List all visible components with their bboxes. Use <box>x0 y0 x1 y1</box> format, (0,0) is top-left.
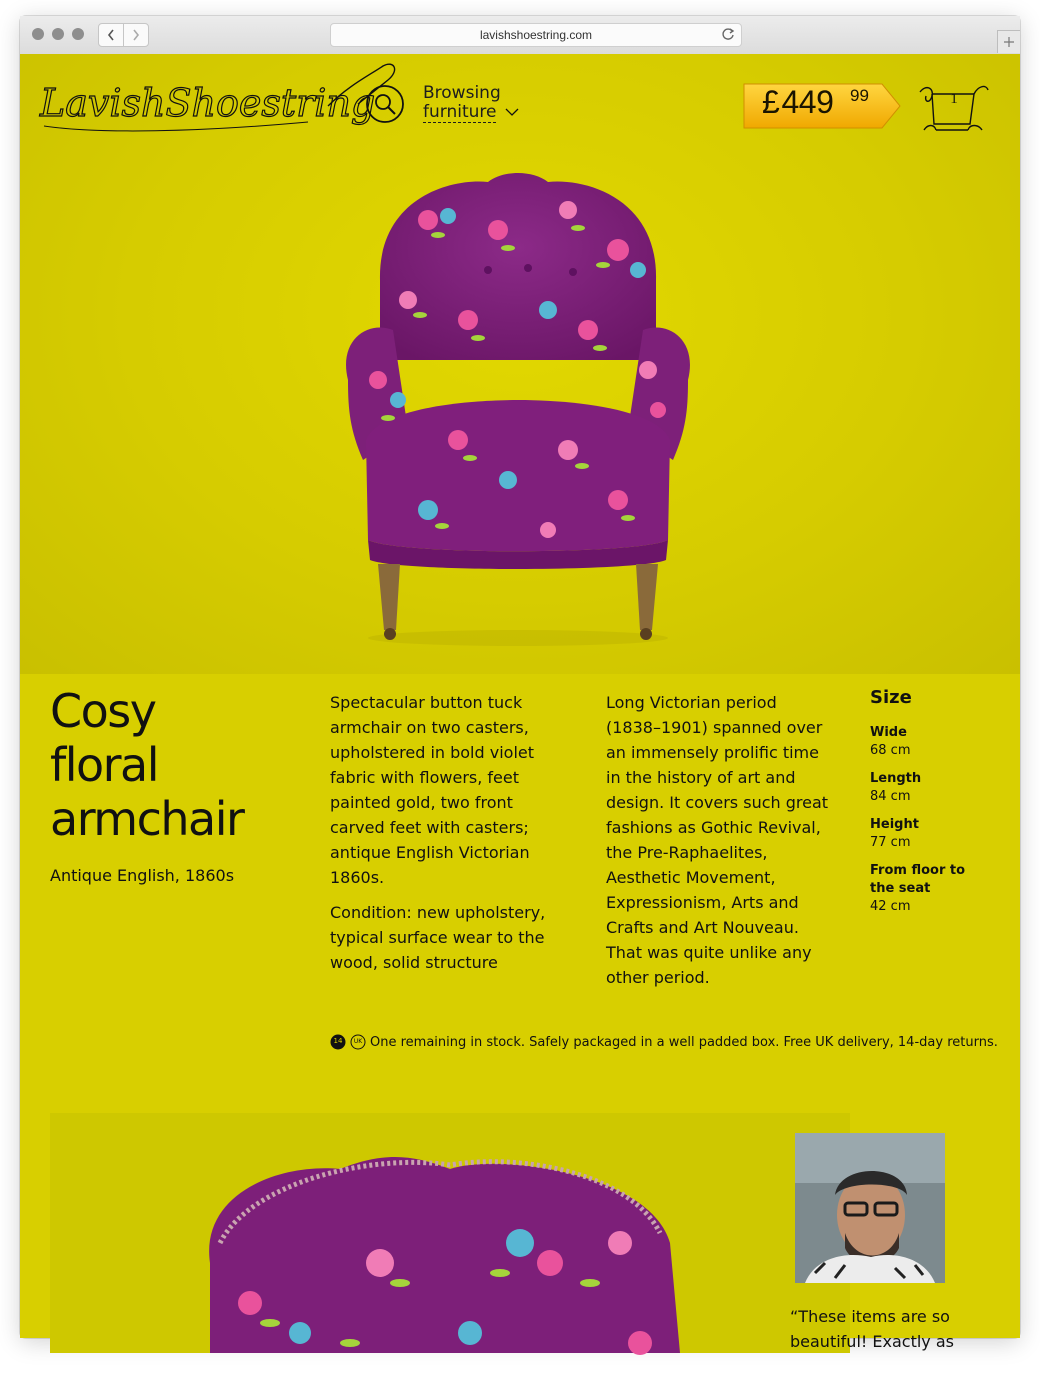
browsing-category[interactable]: furniture <box>423 102 497 122</box>
spec-value: 77 cm <box>870 835 911 850</box>
spec-label: Length <box>870 771 922 786</box>
reload-icon[interactable] <box>721 27 735 41</box>
armchair-detail-photo <box>50 1113 850 1353</box>
plus-icon <box>1004 37 1014 47</box>
size-heading: Size <box>870 687 912 708</box>
price-tag <box>742 80 902 136</box>
spec-wide <box>870 724 911 759</box>
url-text: lavishshoestring.com <box>479 28 593 42</box>
price-pence: 99 <box>850 86 869 105</box>
history-paragraph: Long Victorian period (1838–1901) spanned over an immensely prolific time in the history of art and design. It covers such great fashions as Gothic Revival, the Pre-Raphaelites, Aesthetic Movement, Expressionism, Arts and Crafts and Art Nouveau. That was quite unlike any other period. <box>606 693 829 987</box>
lavish-shoestring-logo[interactable] <box>38 56 418 156</box>
product-description <box>330 690 560 985</box>
product-page <box>20 54 1020 1351</box>
returns-badge-text: 14 <box>333 1037 343 1045</box>
spec-label: Wide <box>870 725 907 740</box>
uk-badge-text: UK <box>353 1038 363 1045</box>
search-icon[interactable] <box>364 84 410 130</box>
cart-icon <box>916 80 992 140</box>
minimize-window-button[interactable] <box>52 28 64 40</box>
spec-length <box>870 770 921 805</box>
chevron-down-icon <box>505 107 519 117</box>
reviewer-avatar <box>795 1133 945 1283</box>
product-origin: Antique English, 1860s <box>50 866 235 885</box>
close-window-button[interactable] <box>32 28 44 40</box>
cart-count: 1 <box>950 91 958 107</box>
testimonial-quote: “These items are so beautiful! Exactly as <box>790 1307 954 1351</box>
price-pounds: 449 <box>781 84 834 120</box>
product-title <box>50 684 290 846</box>
price-amount <box>762 84 833 121</box>
browsing-label: Browsing <box>423 83 501 103</box>
spec-value: 68 cm <box>870 743 911 758</box>
stock-text: One remaining in stock. Safely packaged in a well padded box. Free UK delivery, 14-day returns. <box>370 1034 998 1050</box>
product-title-line-3: armchair <box>50 792 244 846</box>
product-title-line-1: Cosy <box>50 684 156 738</box>
logo-text: LavishShoestring <box>40 81 376 125</box>
spec-value: 84 cm <box>870 789 911 804</box>
new-tab-button[interactable] <box>997 30 1020 53</box>
cart-button[interactable] <box>916 80 992 144</box>
history-text <box>606 690 836 1000</box>
stock-info <box>330 1034 998 1050</box>
description-paragraph: Spectacular button tuck armchair on two casters, upholstered in bold violet fabric with flowers, feet painted gold, two front carved feet with casters; antique English Victorian 1860s. <box>330 693 535 887</box>
price-currency: £ <box>762 84 780 120</box>
forward-button[interactable] <box>123 23 149 47</box>
condition-paragraph: Condition: new upholstery, typical surface wear to the wood, solid structure <box>330 903 546 972</box>
category-selector[interactable] <box>423 84 519 123</box>
browser-toolbar <box>20 16 1020 55</box>
chevron-left-icon <box>107 29 115 41</box>
spec-value: 42 cm <box>870 899 911 914</box>
reviewer-photo <box>795 1133 945 1283</box>
uk-delivery-badge-icon <box>350 1034 366 1050</box>
address-bar[interactable] <box>330 23 742 47</box>
spec-label: Height <box>870 817 919 832</box>
back-button[interactable] <box>98 23 124 47</box>
zoom-window-button[interactable] <box>72 28 84 40</box>
armchair-photo <box>338 160 698 650</box>
spec-height <box>870 816 919 851</box>
chevron-right-icon <box>132 29 140 41</box>
browser-window <box>20 16 1020 1351</box>
spec-seat-height <box>870 862 980 915</box>
spec-label: From floor to the seat <box>870 863 966 896</box>
returns-badge-icon <box>330 1034 346 1050</box>
product-title-line-2: floral <box>50 738 158 792</box>
